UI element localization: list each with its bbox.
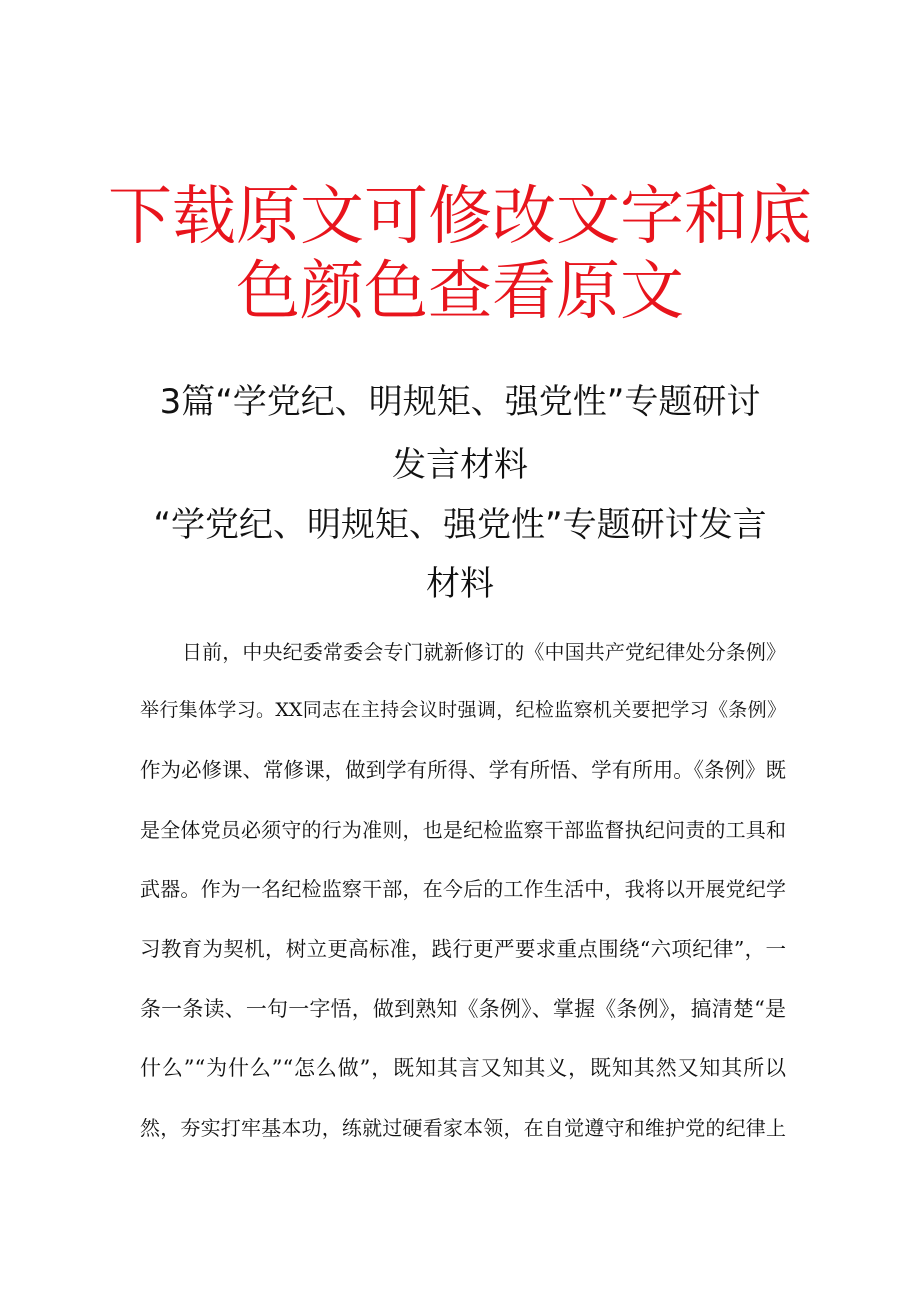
- section-title-line-1: “学党纪、明规矩、强党性”专题研讨发言: [153, 505, 767, 545]
- download-notice-line-2: 色颜色查看原文: [236, 255, 684, 329]
- body-text-line: 日前，中央纪委常委会专门就新修订的《中国共产党纪律处分条例》: [182, 640, 786, 664]
- body-text-line: 举行集体学习。XX同志在主持会议时强调，纪检监察机关要把学习《条例》: [140, 699, 786, 721]
- section-title-line-2: 材料: [426, 564, 494, 604]
- body-text-line: 作为必修课、常修课，做到学有所得、学有所悟、学有所用。《条例》既: [140, 758, 786, 782]
- body-text-line: 什么”“为什么”“怎么做”，既知其言又知其义，既知其然又知其所以: [140, 1056, 786, 1080]
- body-text-line: 是全体党员必须守的行为准则，也是纪检监察干部监督执纪问责的工具和: [140, 818, 786, 842]
- body-text-line: 然，夯实打牢基本功，练就过硬看家本领，在自觉遵守和维护党的纪律上: [140, 1116, 786, 1140]
- document-title-line-1: 3篇“学党纪、明规矩、强党性”专题研讨: [159, 382, 761, 422]
- body-text-line: 武器。作为一名纪检监察干部，在今后的工作生活中，我将以开展党纪学: [140, 877, 786, 901]
- document-title-line-2: 发言材料: [392, 445, 528, 485]
- body-text-line: 条一条读、一句一字悟，做到熟知《条例》、掌握《条例》，搞清楚“是: [140, 997, 786, 1021]
- download-notice-line-1: 下载原文可修改文字和底: [108, 180, 812, 254]
- body-text-line: 习教育为契机，树立更高标准，践行更严要求重点围绕“六项纪律”，一: [140, 937, 786, 961]
